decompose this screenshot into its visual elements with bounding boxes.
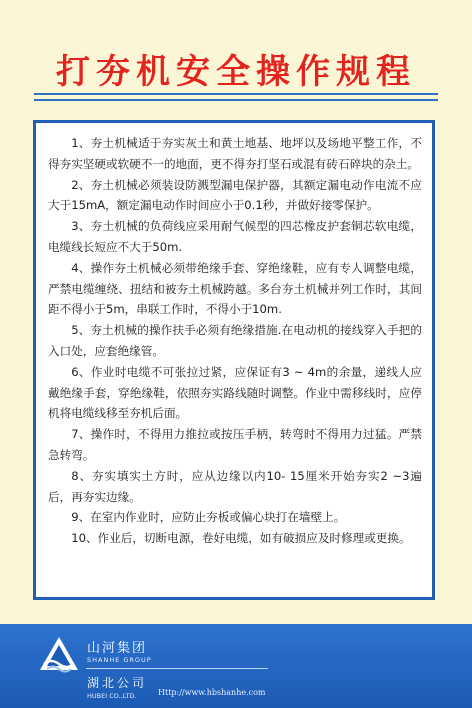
rule-item: 3、夯土机械的负荷线应采用耐气候型的四芯橡皮护套铜芯软电缆，电缆线长短应不大于50m. bbox=[48, 219, 422, 254]
rule-item: 7、操作时，不得用力推拉或按压手柄，转弯时不得用力过猛。严禁急转弯。 bbox=[48, 427, 422, 462]
rules-panel bbox=[33, 120, 435, 600]
footer-divider bbox=[86, 668, 268, 669]
brand-english: SHANHE GROUP bbox=[87, 656, 152, 664]
rule-item: 10、作业后，切断电源，卷好电缆，如有破损应及时修理或更换。 bbox=[71, 531, 411, 546]
brand-name: 山河集团 bbox=[87, 641, 148, 656]
footer-bar bbox=[0, 624, 472, 708]
title-divider-bottom bbox=[34, 99, 438, 101]
rule-item: 9、在室内作业时，应防止夯板或偏心块打在墙壁上。 bbox=[71, 510, 346, 525]
rule-item: 4、操作夯土机械必须带绝缘手套、穿绝缘鞋，应有专人调整电缆，严禁电缆缠绕、扭结和被夯土机械跨越。多台夯土机械并列工作时，其间距不得小于5m，串联工作时，不得小于10m. bbox=[48, 260, 422, 317]
website-link[interactable]: Http://www.hbshanhe.com bbox=[158, 688, 266, 697]
title-divider-top bbox=[34, 93, 438, 95]
rule-item: 5、夯土机械的操作扶手必须有绝缘措施.在电动机的接线穿入手把的入口处，应套绝缘管。 bbox=[48, 323, 422, 358]
page-title: 打夯机安全操作规程 bbox=[56, 52, 416, 92]
company-english: HUBEI CO.,LTD. bbox=[87, 692, 137, 700]
rule-item: 6、作业时电缆不可张拉过紧，应保证有3 ~ 4m的余量，递线人应戴绝缘手套，穿绝缘鞋，依照夯实路线随时调整。作业中需移线时，应停机将电缆线移至夯机后面。 bbox=[48, 364, 422, 421]
rule-item: 2、夯土机械必须装设防溅型漏电保护器，其额定漏电动作电流不应大于15mA，额定漏电动作时间应小于0.1秒，并做好接零保护。 bbox=[48, 177, 422, 213]
rule-item: 1、夯土机械适于夯实灰土和黄土地基、地坪以及场地平整工作，不得夯实坚硬或软硬不一的地面，更不得夯打坚石或混有砖石碎块的杂土。 bbox=[48, 136, 422, 171]
rule-item: 8、夯实填实土方时，应从边缘以内10- 15厘米开始夯实2 ~3遍后，再夯实边缘。 bbox=[48, 468, 422, 504]
shanhe-logo-icon bbox=[38, 634, 80, 674]
company-name: 湖北公司 bbox=[87, 676, 148, 690]
